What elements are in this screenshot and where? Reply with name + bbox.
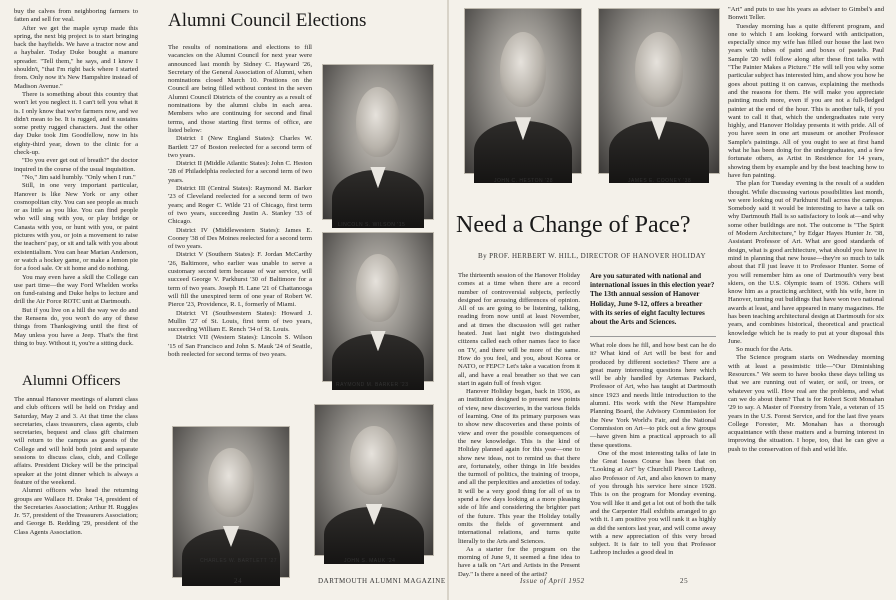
article-col1 [458,272,580,578]
paragraph: The Science program starts on Wednesday morning with at least a pessimistic title—"Our Diminishing Resources." We seem to have books these days telling us that we are running out of water, or soil, or trees, or whatever you will. How real are the problems, and what can we do about them? That is for Robert Scott Monahan '29 to say. A Master of Forestry from Yale, a veteran of 15 years in the U.S. Forest Service, and for the last five years College Forester, Mr. Monahan has a thorough acquaintance with these matters and a burning interest in improving the situation. I hope, too, that he can give a push to the conservation of fish and wild life. [728,354,884,453]
portrait-photo-wilson [322,64,434,220]
paragraph: You may even have a skill the College can use part time—the way Ford Whelden works on fund-raising and Duke helps to lecture and drill the Air Force ROTC unit at Dartmouth. [14,273,138,306]
paragraph: As a starter for the program on the morning of June 9, it seemed a fine idea to have a talk on "Art and Artists in the Present Day." Is there a need of the artist? [458,545,580,578]
portrait-photo-bartlett [172,426,290,578]
paragraph: What role does he fill, and how best can he do it? What kind of Art will be best for and produced by different societies? There are a great many interesting questions here which will be ably handled by Artemas Packard, Professor of Art, who has taught at Dartmouth since 1923 and needs little introduction to the alumni. His work with the New Hampshire Planning Board, the Advisory Commission for the New York World's Fair, and the National Commission on Art—to pick out a few groups—have given him a practical approach to all these questions. [590,342,716,449]
page-gutter [447,0,449,600]
paragraph: "Art" and puts to use his years as adviser to Gimbel's and Bonwit Teller. [728,6,884,22]
right-page-number: 25 [680,577,689,585]
paragraph: After we get the maple syrup made this spring, the next big project is to start bringing back the hayfields. We have a tractor now and a haybaler. Today Duke bought a manure spreader. "Tell them," he says, and I know I shouldn't, "that I'm right back where I started from. Only now it's New Hampshire instead of Madison Avenue." [14,24,138,90]
paragraph: The plan for Tuesday evening is the result of a sudden thought. While discussing various possibilities last month, we were looking out of Parkhurst Hall across the campus. Somebody said it would be interesting to have a talk on why Dartmouth Hall is so satisfactory to look at—and why some other buildings are not. The outcome is "The Spirit of Modern Architecture," by Edgar Hayes Hunter Jr. '38, Assistant Professor of Art. What are good standards of design, what is good architecture, what should you have in mind in planning that new house—they're so much to talk about that I'll just leave it to Professor Hunter. Some of you will remember him as one of Dartmouth's very best skiers, on the U.S. Olympic team of 1936. Others will know him as a practicing architect, with his wife, here in Hanover, turning out buildings that have won two national awards at least, and have appeared in many magazines. He has been teaching architectural design at Dartmouth for six years, and combines historical, theoretical and practical knowledge which he is ready to put at your disposal this June. [728,180,884,345]
article-col3 [728,6,884,572]
paragraph: There is something about this country that won't let you neglect it. I can't tell you what it is. I only know that we're farmers now, and we didn't mean to be. It is rugged, and it sustains some pretty rugged characters. Just the other day Duke took Jim Goodfellow, now in his eighty-third year, down to the clinic for a check-up. [14,90,138,157]
issue-date: Issue of April 1952 [520,577,585,585]
article-callout: Are you saturated with national and international issues in this election year? The 13th annual session of Hanover Holiday, June 9-12, offers a breather with its series of eight faculty lectures about the Arts and Sciences. [590,272,715,327]
paragraph: The thirteenth session of the Hanover Holiday comes at a time when there are a record number of controversial subjects, perfectly designed for arousing differences of opinion. All of us are going to be listening, talking, reading from now until at least November, and at times the discussion will get rather heated. Just last night two distinguished citizens called each other names face to face on TV, and there will be more of the same. How do you feel, and you, about Korea or NATO, or FEPC? Let's take a vacation from it all, and have a real breather so that we can start in again full of fresh vigor. [458,272,580,387]
callout-rule [590,336,716,337]
council-elections-text [168,44,312,416]
paragraph: Still, in one very important particular, Hanover is like New York or any other cosmopolitan city. You can see people as much or as little as you like. You can find people who will sing with you, or play bridge or Canasta with you, or hunt with you, or paint pictures with you, or join a movement to raise the teachers' pay, or sit and talk with you about existentialism. You can hear Marian Anderson, or watch a hockey game, or make a lemon pie for a food sale. Or sit home and do nothing. [14,182,138,273]
paragraph: Alumni officers who head the returning groups are Wallace H. Drake '14, president of the Secretaries Association; Arthur H. Ruggles Jr. '57, president of the Treasurers Association; and George B. Redding '29, president of the Class Agents Association. [14,487,138,536]
paragraph: One of the most interesting talks of late in the Great Issues Course has been that on "Looking at Art" by Churchill Pierce Lathrop, also Professor of Art, and also known to many of you through his service here since 1928. This is on the program for Monday evening. You will like it and get a lot out of both the talk and the Carpenter Hall exhibits arranged to go with it. I am positive you will rank it as highly as did the seniors last year, and will come away with a new appreciation of this very broad subject. It is fair to tell you that Professor Lathrop includes a good deal in [590,449,716,557]
alumni-officers-heading: Alumni Officers [22,373,121,389]
paragraph: District VII (Western States): Lincoln S. Wilson '15 of San Francisco and John S. Mauk '24 of Seattle, both reelected for second terms of two years. [168,334,312,358]
paragraph: "Do you ever get out of breath?" the doctor inquired in the course of the usual inquisition. [14,157,138,173]
paragraph: The annual Hanover meetings of alumni class and club officers will be held on Friday and Saturday, May 2 and 3. At that time the class secretaries, class treasurers, class agents, club secretaries, bequest and class gift chairmen will return to the campus as guests of the College and will hold both joint and separate sessions to discuss class, club, and College affairs. President Dickey will be the principal speaker at the joint dinner which is always a feature of the weekend. [14,396,138,486]
portrait-photo-mauk [314,404,434,556]
portrait-photo-barker [322,232,434,382]
paragraph: So much for the Arts. [736,346,793,354]
alumni-officers-text [14,396,138,568]
caption-wilson: LINCOLN S. WILSON '15 [338,222,406,228]
caption-mauk: JOHN S. MAUK '24 [344,558,396,564]
paragraph: Hanover Holiday began, back in 1936, as an institution designed to present new points of view, new discoveries, in the various fields of learning. One of its primary purposes was to show new discoveries and these points of view and over the possible consequences of the new knowledge. This is the kind of Holiday planned again for this year—one to show new ideas, not to remind us that there are, fortunately, other things in life besides the turmoil of politics, the training of troops, and all the perplexities and anxieties of today. It will be a very good thing for all of us to spend a few days looking at a more pleasing side of life and considering the brighter part of the future. This year the Holiday totally omits the fields of government and international relations, and turns quite literally to the Arts and Sciences. [458,388,580,545]
council-elections-heading: Alumni Council Elections [168,10,367,31]
paragraph: District VI (Southwestern States): Howard J. Mullin '27 of St. Louis, first term of two years, succeeding William E. Rench '34 of St. Louis. [168,309,312,334]
left-col1-top-text [14,8,138,370]
paragraph: Tuesday morning has a quite different program, and one to which I am looking forward with anticipation, especially since my wife has filled our house the last two years with tubes of paint and boxes of pastels. Paul Sample '20 will follow along after these first talks with "The Painter Makes a Picture." He will tell you why some particular subject has interested him, and show you how he goes about putting it on canvas, explaining the methods and the reasons for them. He will make you appreciate painting much more, even if you are not a full-fledged painter at the end of the hour. This is another talk, if you want to call it that, which the undergraduates rate very highly, and Hanover Holiday presents it with pride. All of you have seen in one art museum or another Professor Sample's paintings. All of you ought to see at first hand what he has been doing for the undergraduates, and a few fortunate others, as Artist in Residence for 14 years, showing them by example and by the best teaching how to have fun painting. [728,22,885,179]
paragraph: District II (Middle Atlantic States): John C. Heston '28 of Philadelphia reelected for a second term of two years. [168,160,312,184]
paragraph: District I (New England States): Charles W. Bartlett '27 of Boston reelected for a second term of two years. [168,135,312,159]
article-byline: By PROF. HERBERT W. HILL, DIRECTOR OF HANOVER HOLIDAY [478,252,706,260]
paragraph: District V (Southern States): F. Jordan McCarthy '26, Baltimore, who earlier was unable to serve a customary second term because of war service, will succeed George V. Parkhurst '30 of Baltimore for a term of two years. Joseph H. Lane '21 of Chattanooga will fill the unexpired term of one year of Robert W. Pierce '23, Providence, R. I., formerly of Miami. [168,251,312,309]
paragraph: District III (Central States): Raymond M. Barker '23 of Cleveland reelected for a second term of two years; and Roger C. Wilde '21 of Chicago, first term of two years, succeeding Justin A. Stanley '33 of Chicago. [168,185,312,226]
caption-bartlett: CHARLES W. BARTLETT '27 [200,558,278,564]
caption-barker: RAYMOND M. BARKER '23 [336,382,409,388]
caption-heston: JOHN C. HESTON '28 [494,178,554,184]
paragraph: buy the calves from neighboring farmers to fatten and sell for veal. [14,8,138,24]
portrait-photo-cooney [598,8,720,174]
magazine-title: DARTMOUTH ALUMNI MAGAZINE [318,577,446,585]
paragraph: "No," Jim said humbly. "Only when I run." [22,173,136,181]
portrait-photo-heston [464,8,582,174]
paragraph: But if you live on a hill the way we do and the Rensens do, you won't do any of these things from Thanksgiving until the first of May unless you have a Jeep. That's the first thing to buy. Without it, you're a sitting duck. [14,306,138,347]
caption-cooney: JAMES E. COONEY '38 [628,178,692,184]
article-col2 [590,342,716,574]
paragraph: The results of nominations and elections to fill vacancies on the Alumni Council for next year were announced last month by Sidney C. Hayward '26, Secretary of the General Association of Alumni, when nominations closed March 10. Positions on the Council are being filled without contest in the seven Alumni Council Districts of the country as a result of nominations by the alumni clubs in each area. Members who are continuing for second and final terms, and those starting first terms of office, are listed below: [168,44,312,134]
left-page-number: 24 [234,577,243,585]
paragraph: District IV (Middlewestern States): James E. Cooney '38 of Des Moines reelected for a second term of two years. [168,226,312,251]
article-headline: Need a Change of Pace? [456,212,691,238]
